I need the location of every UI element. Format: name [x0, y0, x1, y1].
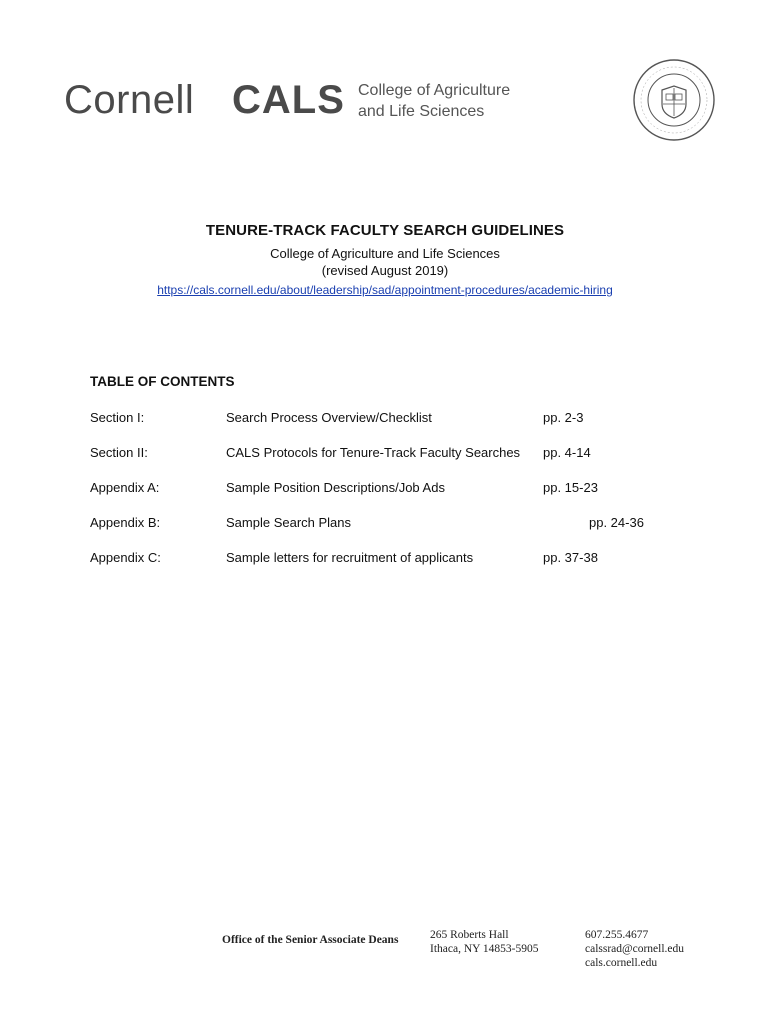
- toc-section-label: Appendix C:: [90, 550, 161, 565]
- toc-section-label: Appendix B:: [90, 515, 161, 530]
- footer-address: [430, 928, 538, 956]
- footer-email: calssrad@cornell.edu: [585, 943, 685, 955]
- toc-heading: TABLE OF CONTENTS: [90, 374, 235, 389]
- toc-description: Sample Search Plans: [226, 515, 352, 530]
- toc-pages: pp. 4-14: [543, 445, 591, 460]
- footer-address-line-2: Ithaca, NY 14853-5905: [430, 943, 539, 955]
- footer-office: Office of the Senior Associate Deans: [222, 934, 399, 946]
- toc-row-appendix-c: [0, 550, 770, 570]
- page-footer: [0, 928, 770, 978]
- title-block: [0, 222, 770, 299]
- guidelines-link[interactable]: https://cals.cornell.edu/about/leadership/sad/appointment-procedures/academic-hiring: [157, 283, 613, 297]
- toc-section-label: Appendix A:: [90, 480, 160, 495]
- toc-description: Sample letters for recruitment of applicants: [226, 550, 474, 565]
- toc-pages: pp. 15-23: [543, 480, 598, 495]
- footer-contact: [585, 928, 684, 970]
- footer-phone: 607.255.4677: [585, 929, 649, 941]
- toc-row-section-2: [0, 445, 770, 465]
- toc-description: CALS Protocols for Tenure-Track Faculty Searches: [226, 445, 521, 460]
- college-line-1: College of Agriculture: [358, 82, 511, 99]
- toc-pages: pp. 37-38: [543, 550, 598, 565]
- document-title: TENURE-TRACK FACULTY SEARCH GUIDELINES: [205, 222, 565, 239]
- toc-section-label: Section I:: [90, 410, 145, 425]
- toc-description: Sample Position Descriptions/Job Ads: [226, 480, 445, 495]
- college-line-2: and Life Sciences: [358, 103, 485, 120]
- logo-cals-text: CALS: [232, 78, 345, 122]
- toc-row-section-1: [0, 410, 770, 430]
- toc-description: Search Process Overview/Checklist: [226, 410, 432, 425]
- college-subtitle: College of Agriculture and Life Sciences: [270, 246, 500, 261]
- logo-college-name: [358, 80, 510, 122]
- logo-cornell-text: Cornell: [64, 78, 195, 122]
- toc-section-label: Section II:: [90, 445, 148, 460]
- toc-pages: pp. 2-3: [543, 410, 584, 425]
- cornell-seal-icon: [632, 58, 716, 142]
- toc-row-appendix-b: [0, 515, 770, 535]
- toc-row-appendix-a: [0, 480, 770, 500]
- footer-address-line-1: 265 Roberts Hall: [430, 929, 509, 941]
- footer-website: cals.cornell.edu: [585, 957, 658, 969]
- revision-date: (revised August 2019): [321, 263, 449, 278]
- toc-pages: pp. 24-36: [589, 515, 644, 530]
